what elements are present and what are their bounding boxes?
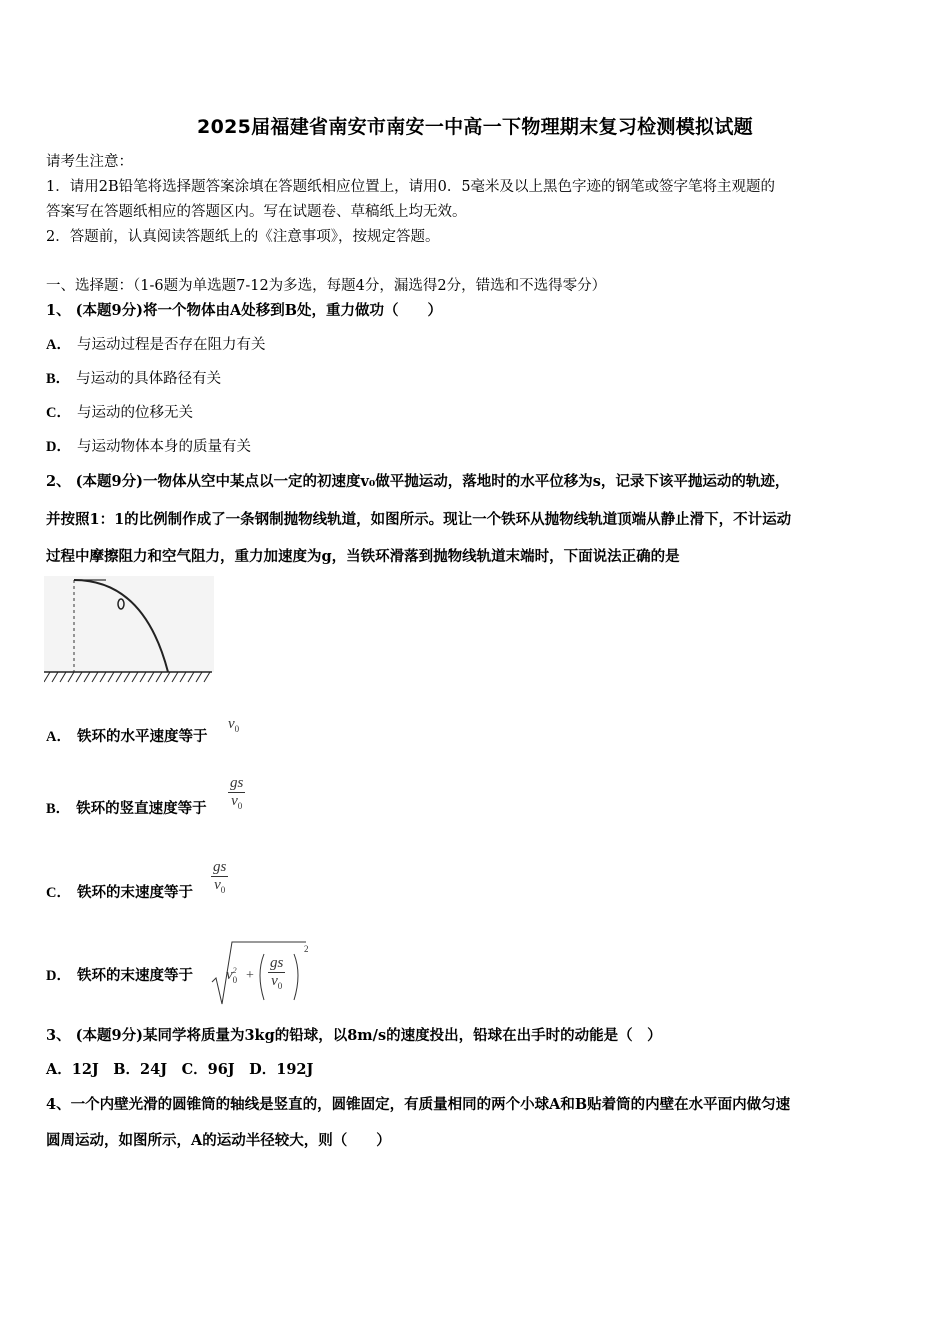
math-sqrt-expression	[210, 938, 320, 1010]
option-text: 与运动物体本身的质量有关	[76, 439, 251, 455]
option-text: 铁环的末速度等于	[76, 884, 193, 901]
parabola-track-figure	[44, 576, 214, 688]
ground-hatching	[44, 672, 210, 682]
q3-stem: 3、 (本题9分)某同学将质量为3kg的铅球，以8m/s的速度投出，铅球在出手时的动能是（ ）	[46, 1027, 662, 1044]
notice-2: 2．答题前，认真阅读答题纸上的《注意事项》，按规定答题。	[46, 229, 440, 245]
q4-stem-line2: 圆周运动，如图所示，A的运动半径较大，则（ ）	[46, 1132, 391, 1149]
math-numerator: gs	[213, 859, 227, 875]
option-letter: D．	[46, 968, 71, 984]
option-letter: D．	[46, 439, 71, 455]
q4-stem-line1: 4、一个内壁光滑的圆锥筒的轴线是竖直的，圆锥固定，有质量相同的两个小球A和B贴着筒的内壁在水平面内做匀速	[46, 1096, 791, 1113]
notice-heading: 请考生注意：	[46, 154, 133, 170]
math-frac-gs-v0-c	[211, 858, 228, 895]
math-v: v	[228, 716, 235, 732]
q1-option-d	[46, 437, 251, 457]
math-frac-gs-v0-d: $\frac{gs}{v_0}$	[270, 955, 284, 991]
option-letter: B．	[46, 801, 71, 817]
q2-option-b	[46, 799, 207, 819]
q2-stem-line3: 过程中摩擦阻力和空气阻力，重力加速度为g，当铁环滑落到抛物线轨道末端时，下面说法正确的是	[46, 548, 680, 565]
notice-1-line2: 答案写在答题纸相应的答题区内。写在试题卷、草稿纸上均无效。	[46, 204, 467, 220]
q1-option-b	[46, 369, 221, 389]
option-text: 与运动的具体路径有关	[76, 371, 222, 387]
option-text: 铁环的水平速度等于	[76, 728, 208, 745]
q1-option-a	[46, 335, 265, 355]
option-letter: C．	[46, 885, 71, 901]
q2-option-d	[46, 966, 193, 986]
option-text: 铁环的竖直速度等于	[76, 800, 207, 817]
math-sub-0: 0	[234, 724, 240, 734]
option-text: 与运动过程是否存在阻力有关	[76, 337, 266, 353]
q1-option-c	[46, 403, 193, 423]
q2-option-c	[46, 883, 193, 903]
option-letter: A．	[46, 337, 71, 353]
option-text: 铁环的末速度等于	[76, 967, 193, 984]
option-letter: B．	[46, 371, 71, 387]
q3-options: A．12J B．24J C．96J D．192J	[46, 1061, 314, 1078]
figure-background	[44, 576, 214, 672]
math-plus: +	[246, 968, 254, 983]
q2-stem-line2: 并按照1：1的比例制作成了一条钢制抛物线轨道，如图所示。现让一个铁环从抛物线轨道顶端从静止滑下，不计运动	[46, 511, 792, 528]
math-v0-a	[228, 716, 239, 734]
math-denominator: $v_0$	[231, 793, 243, 811]
option-text: 与运动的位移无关	[76, 405, 193, 421]
section-heading: 一、选择题：（1-6题为单选题7-12为多选，每题4分，漏选得2分，错选和不选得零分）	[46, 278, 607, 294]
document-title: 2025届福建省南安市南安一中高一下物理期末复习检测模拟试题	[197, 116, 753, 138]
q2-stem-line1: 2、 (本题9分)一物体从空中某点以一定的初速度v₀做平抛运动，落地时的水平位移为s，记录下该平抛运动的轨迹，	[46, 473, 790, 490]
option-letter: C．	[46, 405, 71, 421]
notice-1-line1: 1．请用2B铅笔将选择题答案涂填在答题纸相应位置上，请用0．5毫米及以上黑色字迹的钢笔或签字笔将主观题的	[46, 179, 776, 195]
math-outer-exponent: 2	[304, 944, 309, 954]
math-v0-squared: $v^2_0$	[226, 966, 238, 985]
math-numerator: gs	[230, 775, 244, 791]
math-frac-gs-v0-b	[228, 774, 245, 811]
q2-option-a	[46, 727, 207, 747]
option-letter: A．	[46, 729, 71, 745]
math-denominator: $v_0$	[214, 877, 226, 895]
q1-stem: 1、 (本题9分)将一个物体由A处移到B处，重力做功（ ）	[46, 302, 442, 319]
